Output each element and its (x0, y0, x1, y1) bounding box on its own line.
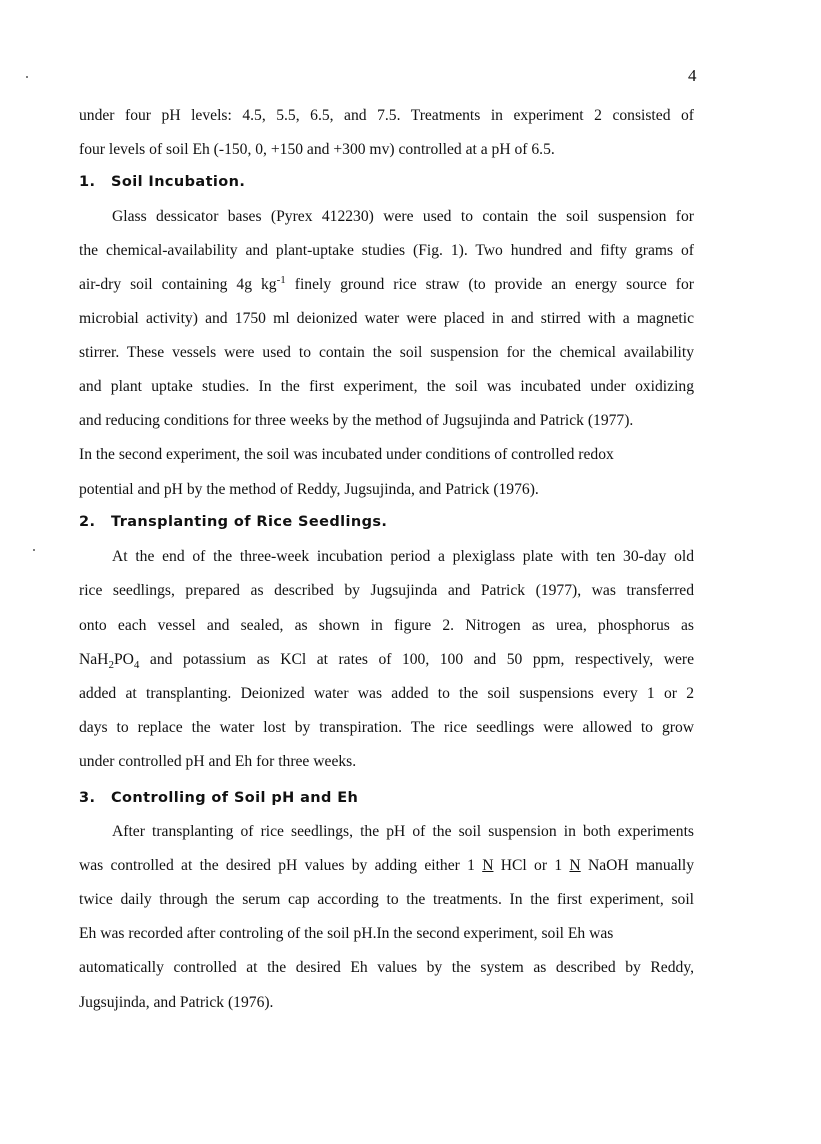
section-title: Controlling of Soil pH and Eh (111, 790, 359, 806)
text-run: finely ground rice straw (to provide an energy source for (285, 276, 694, 293)
text-line: In the second experiment, the soil was incubated under conditions of controlled redox (79, 446, 614, 463)
text-line: the chemical-availability and plant-uptake studies (Fig. 1). Two hundred and fifty grams of (79, 242, 694, 259)
section-heading (79, 512, 387, 532)
text-line: under four pH levels: 4.5, 5.5, 6.5, and 7.5. Treatments in experiment 2 consisted of (79, 107, 694, 124)
text-run: was controlled at the desired pH values by adding either 1 (79, 857, 483, 874)
text-line: and plant uptake studies. In the first experiment, the soil was incubated under oxidizing (79, 378, 694, 395)
superscript: -1 (276, 273, 286, 286)
text-line: microbial activity) and 1750 ml deionized water were placed in and stirred with a magnetic (79, 310, 694, 327)
text-run: NaH (79, 651, 109, 668)
text-run: air-dry soil containing 4g kg (79, 276, 277, 293)
text-line: stirrer. These vessels were used to contain the soil suspension for the chemical availability (79, 344, 694, 361)
scan-speck (26, 76, 28, 78)
normality-symbol: N (482, 857, 494, 874)
text-line (79, 856, 694, 876)
normality-symbol: N (569, 857, 581, 874)
text-line: After transplanting of rice seedlings, the pH of the soil suspension in both experiments (112, 823, 694, 840)
text-run: and potassium as KCl at rates of 100, 100 and 50 ppm, respectively, were (139, 651, 694, 668)
text-line: Jugsujinda, and Patrick (1976). (79, 994, 274, 1011)
text-line: automatically controlled at the desired Eh values by the system as described by Reddy, (79, 959, 694, 976)
text-run: HCl or 1 (493, 857, 570, 874)
text-line: added at transplanting. Deionized water was added to the soil suspensions every 1 or 2 (79, 685, 694, 702)
text-run: PO (113, 651, 134, 668)
text-line: At the end of the three-week incubation period a plexiglass plate with ten 30-day old (112, 548, 694, 565)
text-line (79, 650, 694, 670)
section-number: 3. (79, 790, 96, 806)
subscript: 2 (108, 659, 114, 672)
text-line: four levels of soil Eh (-150, 0, +150 and +300 mv) controlled at a pH of 6.5. (79, 141, 555, 158)
subscript: 4 (133, 659, 140, 672)
text-line: onto each vessel and sealed, as shown in figure 2. Nitrogen as urea, phosphorus as (79, 617, 694, 634)
text-line: Eh was recorded after controling of the soil pH.In the second experiment, soil Eh was (79, 925, 614, 942)
text-line: days to replace the water lost by transpiration. The rice seedlings were allowed to grow (79, 719, 694, 736)
text-run: NaOH manually (580, 857, 694, 874)
section-heading (79, 788, 358, 808)
section-title: Soil Incubation. (111, 174, 246, 190)
section-heading (79, 172, 245, 192)
section-title: Transplanting of Rice Seedlings. (111, 514, 388, 530)
section-number: 2. (79, 514, 96, 530)
text-line: potential and pH by the method of Reddy, Jugsujinda, and Patrick (1976). (79, 481, 539, 498)
section-number: 1. (79, 174, 96, 190)
text-line (79, 275, 694, 295)
text-line: rice seedlings, prepared as described by Jugsujinda and Patrick (1977), was transferred (79, 582, 694, 599)
text-line: and reducing conditions for three weeks by the method of Jugsujinda and Patrick (1977). (79, 412, 634, 429)
page-number: 4 (688, 66, 697, 85)
text-line: under controlled pH and Eh for three weeks. (79, 753, 357, 770)
scan-speck (33, 549, 35, 551)
text-line: twice daily through the serum cap according to the treatments. In the first experiment, soil (79, 891, 694, 908)
text-line: Glass dessicator bases (Pyrex 412230) were used to contain the soil suspension for (112, 208, 694, 225)
